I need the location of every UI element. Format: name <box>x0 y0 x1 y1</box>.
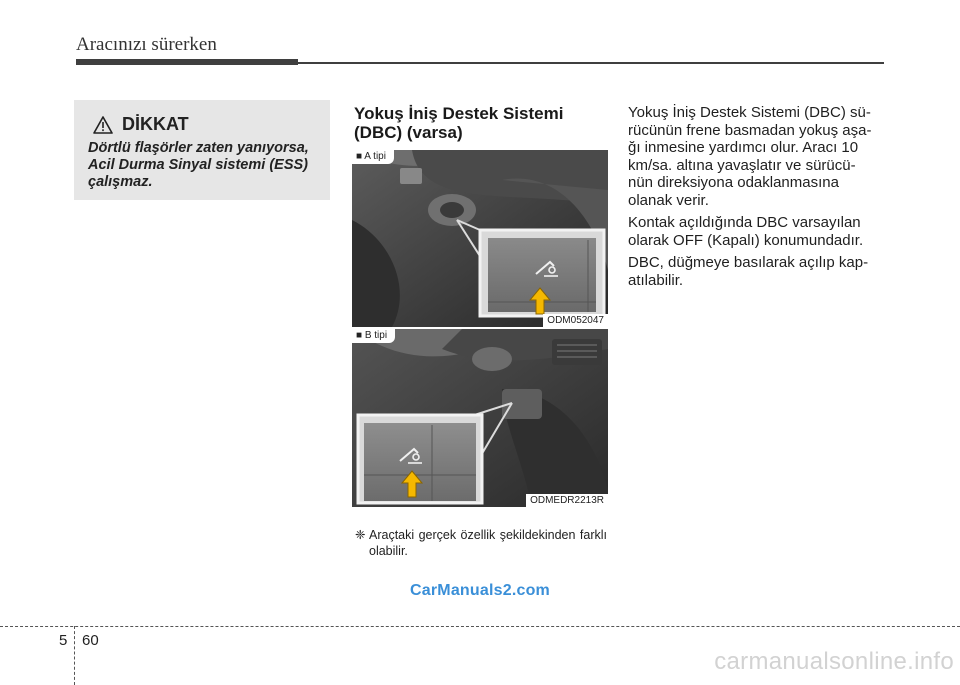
body-line: Kontak açıldığında DBC varsayılan <box>628 214 861 231</box>
warning-triangle-icon <box>92 115 114 135</box>
figure-note <box>355 527 607 559</box>
figure-code: ODM052047 <box>543 314 608 327</box>
caution-header <box>92 114 189 135</box>
footer-divider <box>74 626 75 685</box>
footer-rule <box>0 626 960 627</box>
caution-body <box>88 140 324 191</box>
body-line: Yokuş İniş Destek Sistemi (DBC) sü- <box>628 104 871 121</box>
caution-line: çalışmaz. <box>88 174 153 190</box>
body-paragraph <box>628 104 884 209</box>
body-paragraph <box>628 254 884 289</box>
site-watermark: carmanualsonline.info <box>714 648 954 675</box>
body-paragraph <box>628 214 884 249</box>
body-line: olarak OFF (Kapalı) konumundadır. <box>628 231 864 249</box>
header-title: Aracınızı sürerken <box>76 34 217 55</box>
caution-line: Dörtlü flaşörler zaten yanıyorsa, <box>88 140 309 156</box>
body-line: rücünün frene basmadan yokuş aşa- <box>628 121 872 139</box>
body-line: DBC, düğmeye basılarak açılıp kap- <box>628 254 869 271</box>
figure-label: ■ A tipi <box>352 150 394 164</box>
body-line: km/sa. altına yavaşlatır ve sürücü- <box>628 156 856 174</box>
figure-code: ODMEDR2213R <box>526 494 608 507</box>
page-number: 60 <box>82 632 99 649</box>
dashboard-photo-b <box>352 329 608 507</box>
section-title-line: (DBC) (varsa) <box>354 123 463 142</box>
note-mark-icon: ❈ <box>355 528 366 542</box>
body-text <box>628 104 884 294</box>
body-line: atılabilir. <box>628 271 684 289</box>
page-chapter: 5 <box>59 632 68 649</box>
caution-line: Acil Durma Sinyal sistemi (ESS) <box>88 157 308 173</box>
section-title-line: Yokuş İniş Destek Sistemi <box>354 104 564 123</box>
figure-a <box>352 150 608 327</box>
note-text: Araçtaki gerçek özellik şekildekinden farklı olabilir. <box>369 528 607 558</box>
figure-label: ■ B tipi <box>352 329 395 343</box>
body-line: ğı inmesine yardımcı olur. Aracı 10 <box>628 139 859 156</box>
header-rule-thin <box>298 62 884 64</box>
header-rule-thick <box>76 59 298 65</box>
caution-title: DİKKAT <box>122 114 189 134</box>
watermark-link[interactable]: CarManuals2.com <box>410 582 550 599</box>
dashboard-photo-a <box>352 150 608 327</box>
body-line: olanak verir. <box>628 191 709 209</box>
section-title <box>354 104 614 142</box>
body-line: nün direksiyona odaklanmasına <box>628 174 839 191</box>
caution-box <box>74 100 330 200</box>
figure-b <box>352 329 608 507</box>
